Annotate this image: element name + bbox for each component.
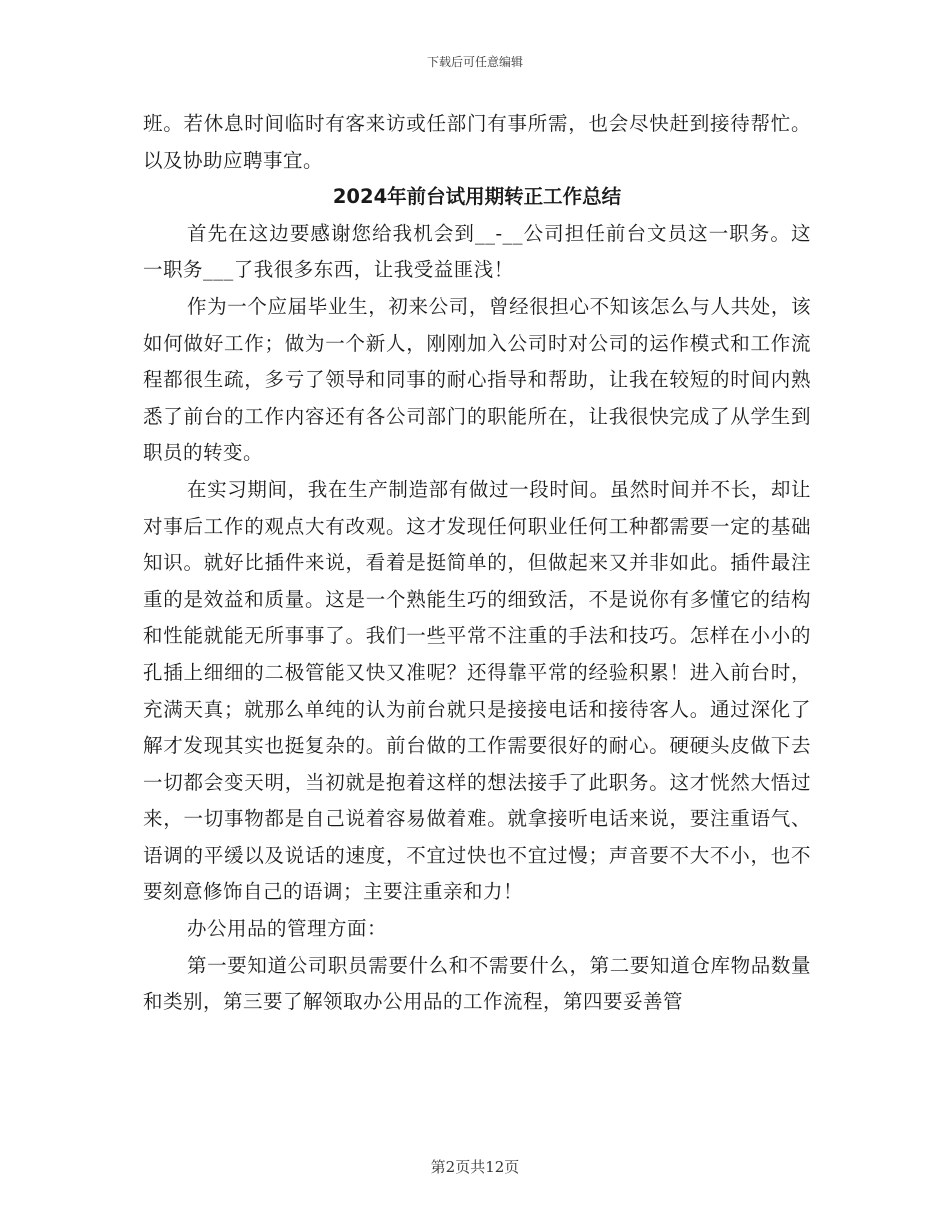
paragraph-internship: 在实习期间，我在生产制造部有做过一段时间。虽然时间并不长，却让对事后工作的观点大有改观。这才发现任何职业任何工种都需要一定的基础知识。就好比插件来说，看着是挺简单的，但做起来又并非如此。插件最注重的是效益和质量。这是一个熟能生巧的细致活，不是说你有多懂它的结构和性能就能无所事事了。我们一些平常不注重的手法和技巧。怎样在小小的孔插上细细的二极管能又快又准呢？还得靠平常的经验积累！进入前台时，充满天真；就那么单纯的认为前台就只是接接电话和接待客人。通过深化了解才发现其实也挺复杂的。前台做的工作需要很好的耐心。硬硬头皮做下去一切都会变天明，当初就是抱着这样的想法接手了此职务。这才恍然大悟过来，一切事物都是自己说着容易做着难。就拿接听电话来说，要注重语气、语调的平缓以及说话的速度，不宜过快也不宜过慢；声音要不大不小，也不要刻意修饰自己的语调；主要注重亲和力！ (143, 477, 811, 904)
section-title: 2024年前台试用期转正工作总结 (332, 185, 622, 209)
paragraph-office-supplies-heading: 办公用品的管理方面： (187, 917, 388, 941)
page-header: 下载后可任意编辑 (426, 55, 523, 69)
paragraph-newcomer: 作为一个应届毕业生，初来公司，曾经很担心不知该怎么与人共处，该如何做好工作；做为一个新人，刚刚加入公司时对公司的运作模式和工作流程都很生疏，多亏了领导和同事的耐心指导和帮助，让我在较短的时间内熟悉了前台的工作内容还有各公司部门的职能所在，让我很快完成了从学生到职员的转变。 (143, 294, 811, 465)
page-footer: 第2页共12页 (430, 1158, 520, 1176)
paragraph-thanks: 首先在这边要感谢您给我机会到__-__公司担任前台文员这一职务。这一职务___了我很多东西，让我受益匪浅！ (143, 221, 811, 282)
paragraph-continuation: 班。若休息时间临时有客来访或任部门有事所需，也会尽快赶到接待帮忙。以及协助应聘事宜。 (143, 112, 811, 172)
paragraph-office-supplies: 第一要知道公司职员需要什么和不需要什么，第二要知道仓库物品数量和类别，第三要了解领取办公用品的工作流程，第四要妥善管 (143, 953, 811, 1014)
document-body (143, 106, 811, 1021)
